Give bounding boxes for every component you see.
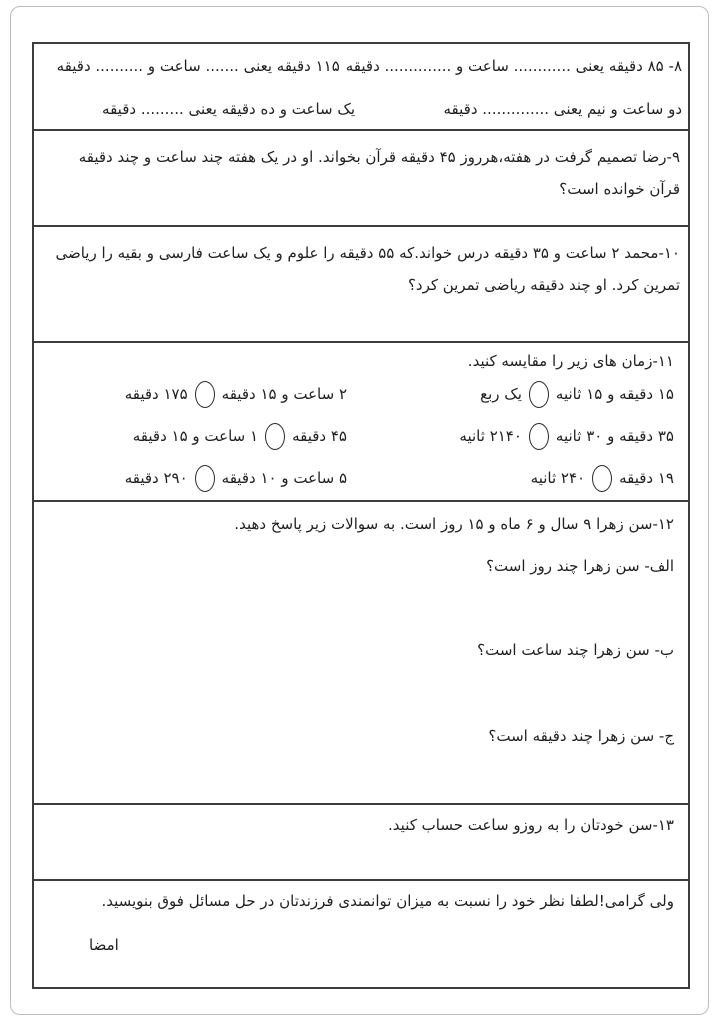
comparison-circle-icon — [265, 423, 285, 450]
q11-row2-left-b: ۱ ساعت و ۱۵ دقیقه — [132, 427, 259, 445]
q11-row1-left-b: ۱۷۵ دقیقه — [124, 385, 188, 403]
q11-row2-right-b: ۲۱۴۰ ثانیه — [459, 427, 522, 445]
q11-comparison-row-2 — [34, 415, 688, 457]
question-11-section — [34, 343, 688, 502]
q11-row2-right-pair — [361, 423, 688, 450]
q12-part-c: ج- سن زهرا چند دقیقه است؟ — [488, 727, 674, 745]
signature-label: امضا — [89, 936, 119, 954]
comparison-circle-icon — [592, 465, 612, 492]
q11-row3-left-b: ۲۹۰ دقیقه — [124, 469, 188, 487]
q11-row2-left-a: ۴۵ دقیقه — [292, 427, 347, 445]
q12-title: ۱۲-سن زهرا ۹ سال و ۶ ماه و ۱۵ روز است. به سوالات زیر پاسخ دهید. — [234, 515, 674, 533]
parent-note-section — [34, 881, 688, 987]
q11-row1-right-a: ۱۵ دقیقه و ۱۵ ثانیه — [555, 385, 674, 403]
q11-row2-right-a: ۳۵ دقیقه و ۳۰ ثانیه — [555, 427, 674, 445]
q11-row1-right-b: یک ربع — [480, 385, 522, 403]
comparison-circle-icon — [529, 381, 549, 408]
comparison-circle-icon — [195, 381, 215, 408]
q8-line2-right-text: دو ساعت و نیم یعنی .............. دقیقه — [443, 100, 682, 118]
q11-row1-left-pair — [34, 381, 361, 408]
q11-row3-left-a: ۵ ساعت و ۱۰ دقیقه — [221, 469, 347, 487]
q13-text: ۱۳-سن خودتان را به روزو ساعت حساب کنید. — [388, 816, 674, 834]
comparison-circle-icon — [195, 465, 215, 492]
q8-line1-right-text: ۸- ۸۵ دقیقه یعنی ............ ساعت و .............. دقیقه — [345, 57, 682, 75]
q11-comparison-row-1 — [34, 373, 688, 415]
q9-text: ۹-رضا تصمیم گرفت در هفته،هرروز ۴۵ دقیقه قرآن بخواند. او در یک هفته چند ساعت و چند دقیقه قرآن خوانده است؟ — [78, 148, 680, 198]
comparison-circle-icon — [529, 423, 549, 450]
q8-line1-left-text: ۱۱۵ دقیقه یعنی ....... ساعت و .......... دقیقه — [56, 57, 340, 75]
q11-row1-left-a: ۲ ساعت و ۱۵ دقیقه — [221, 385, 347, 403]
parent-note-text: ولی گرامی!لطفا نظر خود را نسبت به میزان توانمندی فرزندتان در حل مسائل فوق بنویسید. — [101, 892, 674, 910]
q8-line2-left-text: یک ساعت و ده دقیقه یعنی ......... دقیقه — [102, 100, 355, 118]
q11-row3-right-pair — [361, 465, 688, 492]
question-12-section — [34, 502, 688, 805]
worksheet-page — [10, 6, 709, 1015]
q11-row3-right-b: ۲۴۰ ثانیه — [530, 469, 586, 487]
q12-part-a: الف- سن زهرا چند روز است؟ — [486, 557, 674, 575]
question-9-section — [34, 131, 688, 227]
q11-title: ۱۱-زمان های زیر را مقایسه کنید. — [467, 352, 674, 370]
question-8-section — [34, 44, 688, 131]
q11-row2-left-pair — [34, 423, 361, 450]
q11-row3-right-a: ۱۹ دقیقه — [619, 469, 674, 487]
q11-comparison-row-3 — [34, 457, 688, 499]
q8-line-1 — [34, 54, 688, 78]
q10-text: ۱۰-محمد ۲ ساعت و ۳۵ دقیقه درس خواند.که ۵۵ دقیقه را علوم و یک ساعت فارسی و بقیه را ریاضی تمرین کرد. او چند دقیقه ریاضی تمرین کرد؟ — [55, 244, 680, 294]
q11-row3-left-pair — [34, 465, 361, 492]
q8-line-2 — [34, 97, 688, 121]
question-13-section — [34, 805, 688, 881]
q11-row1-right-pair — [361, 381, 688, 408]
question-10-section — [34, 227, 688, 343]
q12-part-b: ب- سن زهرا چند ساعت است؟ — [477, 641, 674, 659]
worksheet-table — [32, 42, 690, 989]
